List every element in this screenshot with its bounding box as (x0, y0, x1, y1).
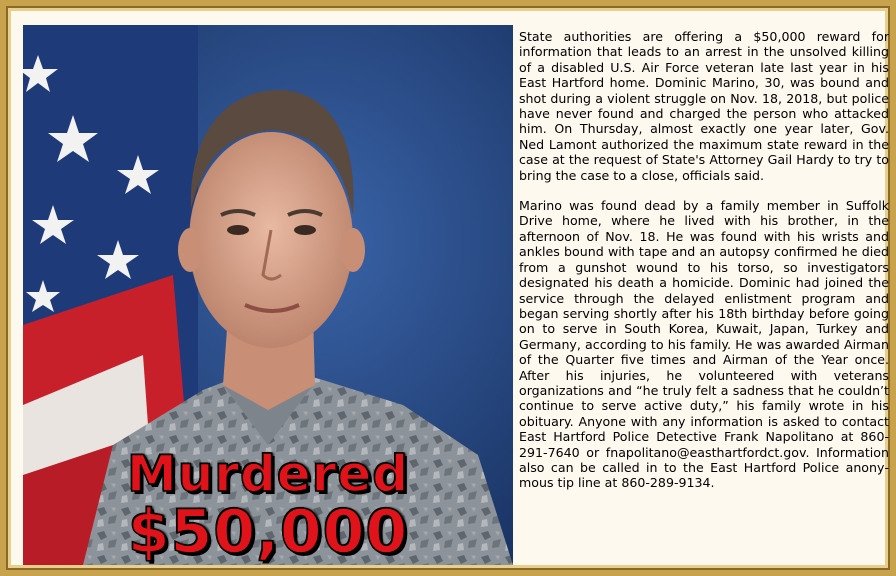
article-text (519, 29, 889, 506)
article-paragraph: Marino was found dead by a family member in Suffolk Drive home, where he lived with his brother, in the afternoon of Nov. 18. He was found with his wrists and ankles bound with tape and an autopsy confirmed he died from a gunshot wound to his torso, so investigators designated his death a homicide. Dominic had joined the service through the delayed enlistment program and began serving shortly after his 18th birthday before going on to serve in South Korea, Kuwait, Japan, Turkey and Germany, according to his family. He was awarded Airman of the Quarter five times and Airman of the Year once. After his injuries, he volunteered with veterans organizations and “he truly felt a sadness that he couldn’t continue to serve active duty,” his family wrote in his obituary. Anyone with any information is asked to contact East Hartford Police Detective Frank Napolitano at 860-291-7640 or fnapolitano@easthartfordct.gov. Information also can be called in to the East Hartford Police anonymous tip line at 860-289-9134. (519, 198, 889, 491)
portrait-photo (23, 25, 513, 565)
article-paragraph: State authorities are offering a $50,000 reward for information that leads to an arrest in the unsolved killing of a disabled U.S. Air Force veteran late last year in his East Hartford home. Dominic Marino, 30, was bound and shot during a violent struggle on Nov. 18, 2018, but police have never found and charged the person who attacked him. On Thursday, almost exactly one year later, Gov. Ned Lamont authorized the maximum state reward in the case at the request of State's Attorney Gail Hardy to try to bring the case to a close, officials said. (519, 29, 889, 183)
murdered-label: Murdered (126, 445, 410, 503)
reward-amount-label: $50,000 (127, 497, 409, 565)
